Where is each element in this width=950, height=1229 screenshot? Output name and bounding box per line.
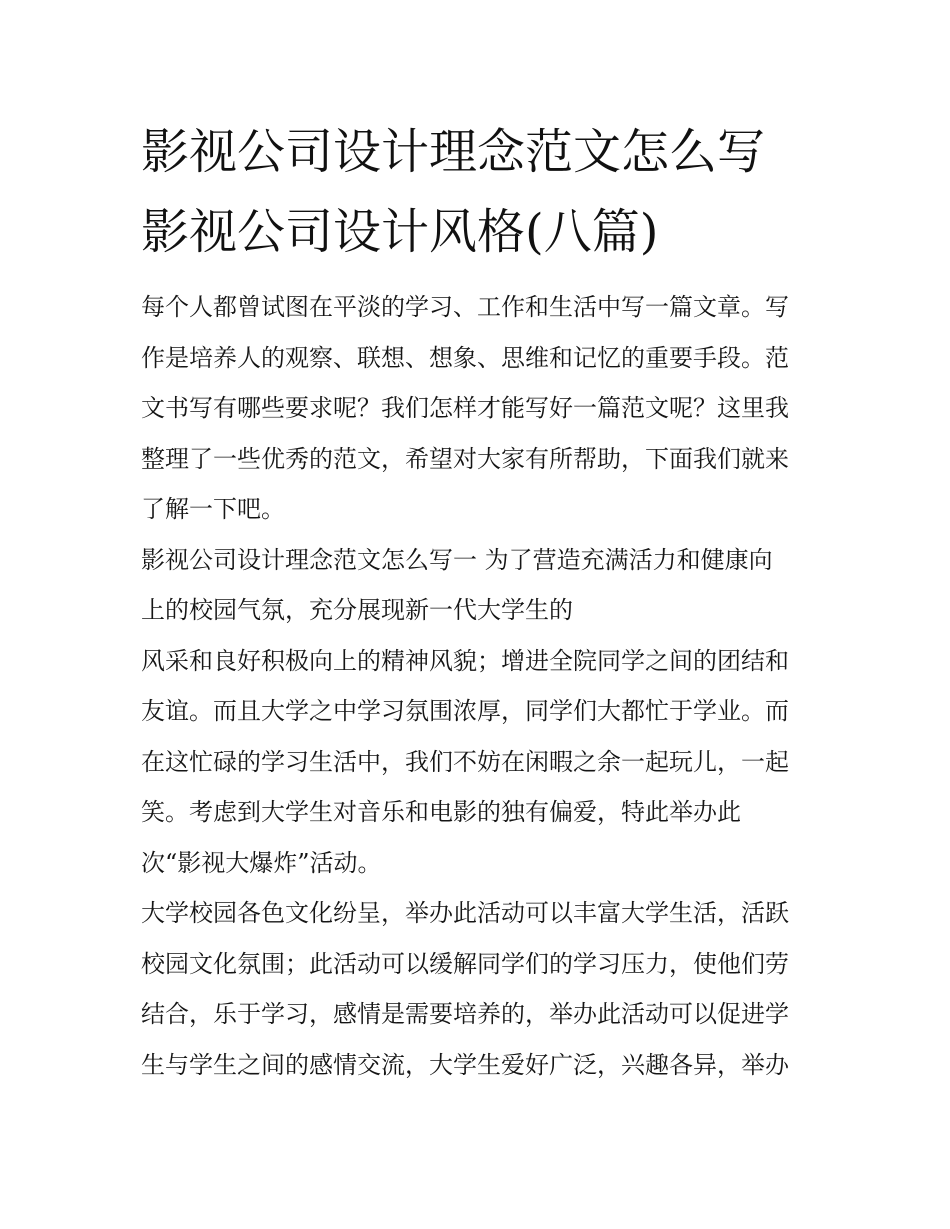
body-line: 上的校园气氛，充分展现新一代大学生的 [141,596,573,624]
body-line: 风采和良好积极向上的精神风貌；增进全院同学之间的团结和 [141,646,789,675]
body-line: 影视公司设计理念范文怎么写一 为了营造充满活力和健康向 [141,545,773,574]
body-line: 作是培养人的观察、联想、想象、思维和记忆的重要手段。范 [141,343,789,372]
document-body [141,282,821,1090]
body-line: 次“影视大爆炸”活动。 [141,848,382,877]
title-line-2: 影视公司设计风格(八篇) [141,204,659,260]
body-line: 结合，乐于学习，感情是需要培养的，举办此活动可以促进学 [141,1000,789,1028]
title-line-1: 影视公司设计理念范文怎么写 [141,124,766,180]
body-line: 笑。考虑到大学生对音乐和电影的独有偏爱，特此举办此 [141,798,741,826]
body-line: 了解一下吧。 [141,495,285,523]
body-line: 在这忙碌的学习生活中，我们不妨在闲暇之余一起玩儿，一起 [141,747,789,776]
body-line: 校园文化氛围；此活动可以缓解同学们的学习压力，使他们劳 [141,949,789,978]
body-line: 大学校园各色文化纷呈，举办此活动可以丰富大学生活，活跃 [141,899,789,927]
body-line: 每个人都曾试图在平淡的学习、工作和生活中写一篇文章。写 [141,293,789,321]
body-line: 友谊。而且大学之中学习氛围浓厚，同学们大都忙于学业。而 [141,697,789,725]
body-line: 整理了一些优秀的范文，希望对大家有所帮助，下面我们就来 [141,444,789,473]
body-line: 生与学生之间的感情交流，大学生爱好广泛，兴趣各异，举办 [141,1050,789,1079]
document-title [141,112,821,272]
body-line: 文书写有哪些要求呢？我们怎样才能写好一篇范文呢？这里我 [141,394,789,422]
